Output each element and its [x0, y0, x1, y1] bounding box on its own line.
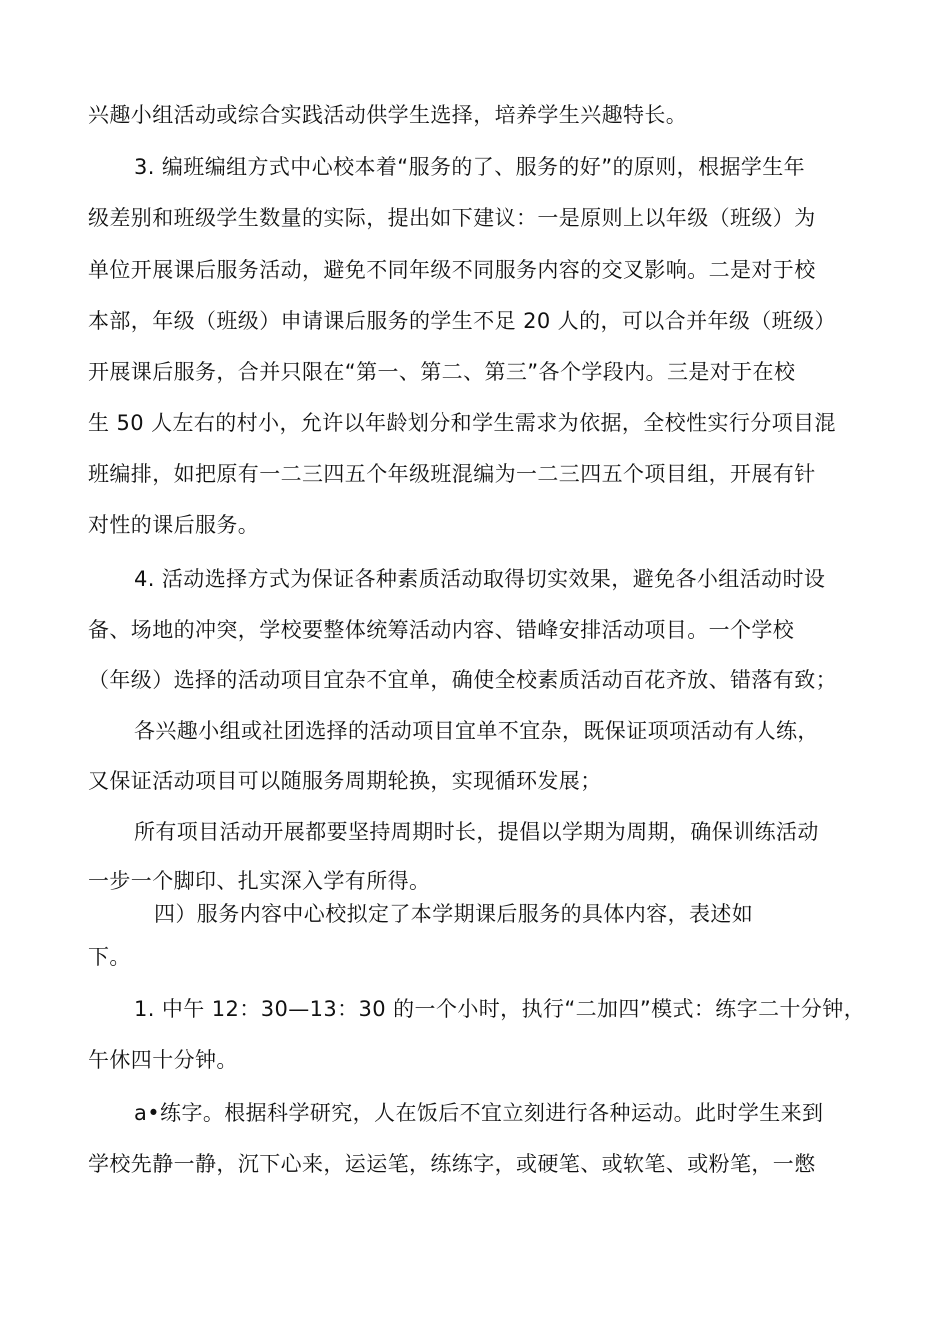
text-line: 一步一个脚印、扎实深入学有所得。: [88, 869, 431, 893]
text-line: 1. 中午 12：30—13：30 的一个小时，执行“二加四”模式：练字二十分钟，: [134, 997, 866, 1021]
text-line: 开展课后服务，合并只限在“第一、第二、第三”各个学段内。三是对于在校: [88, 360, 796, 384]
text-line: 兴趣小组活动或综合实践活动供学生选择，培养学生兴趣特长。: [88, 103, 688, 127]
text-line: 四）服务内容中心校拟定了本学期课后服务的具体内容，表述如: [154, 902, 754, 926]
text-line: 本部，年级（班级）申请课后服务的学生不足 20 人的，可以合并年级（班级）: [88, 309, 836, 333]
text-line: 又保证活动项目可以随服务周期轮换，实现循环发展；: [88, 769, 602, 793]
text-line: 各兴趣小组或社团选择的活动项目宜单不宜杂，既保证项项活动有人练，: [134, 719, 819, 743]
text-line: 备、场地的冲突，学校要整体统筹活动内容、错峰安排活动项目。一个学校: [88, 618, 795, 642]
text-line: 单位开展课后服务活动，避免不同年级不同服务内容的交叉影响。二是对于校: [88, 258, 816, 282]
text-line: 4. 活动选择方式为保证各种素质活动取得切实效果，避免各小组活动时设: [134, 567, 826, 591]
text-line: 下。: [88, 945, 131, 969]
text-line: 对性的课后服务。: [88, 513, 260, 537]
text-line: 级差别和班级学生数量的实际，提出如下建议：一是原则上以年级（班级）为: [88, 206, 816, 230]
text-line: a•练字。根据科学研究，人在饭后不宜立刻进行各种运动。此时学生来到: [134, 1101, 824, 1125]
text-line: 生 50 人左右的村小，允许以年龄划分和学生需求为依据，全校性实行分项目混: [88, 411, 836, 435]
text-line: 午休四十分钟。: [88, 1048, 238, 1072]
text-line: 所有项目活动开展都要坚持周期时长，提倡以学期为周期，确保训练活动: [134, 820, 819, 844]
text-line: 3. 编班编组方式中心校本着“服务的了、服务的好”的原则，根据学生年: [134, 155, 806, 179]
text-line: （年级）选择的活动项目宜杂不宜单，确使全校素质活动百花齐放、错落有致；: [88, 668, 837, 692]
text-line: 学校先静一静，沉下心来，运运笔，练练字，或硬笔、或软笔、或粉笔，一憋: [88, 1152, 816, 1176]
text-line: 班编排，如把原有一二三四五个年级班混编为一二三四五个项目组，开展有针: [88, 462, 816, 486]
